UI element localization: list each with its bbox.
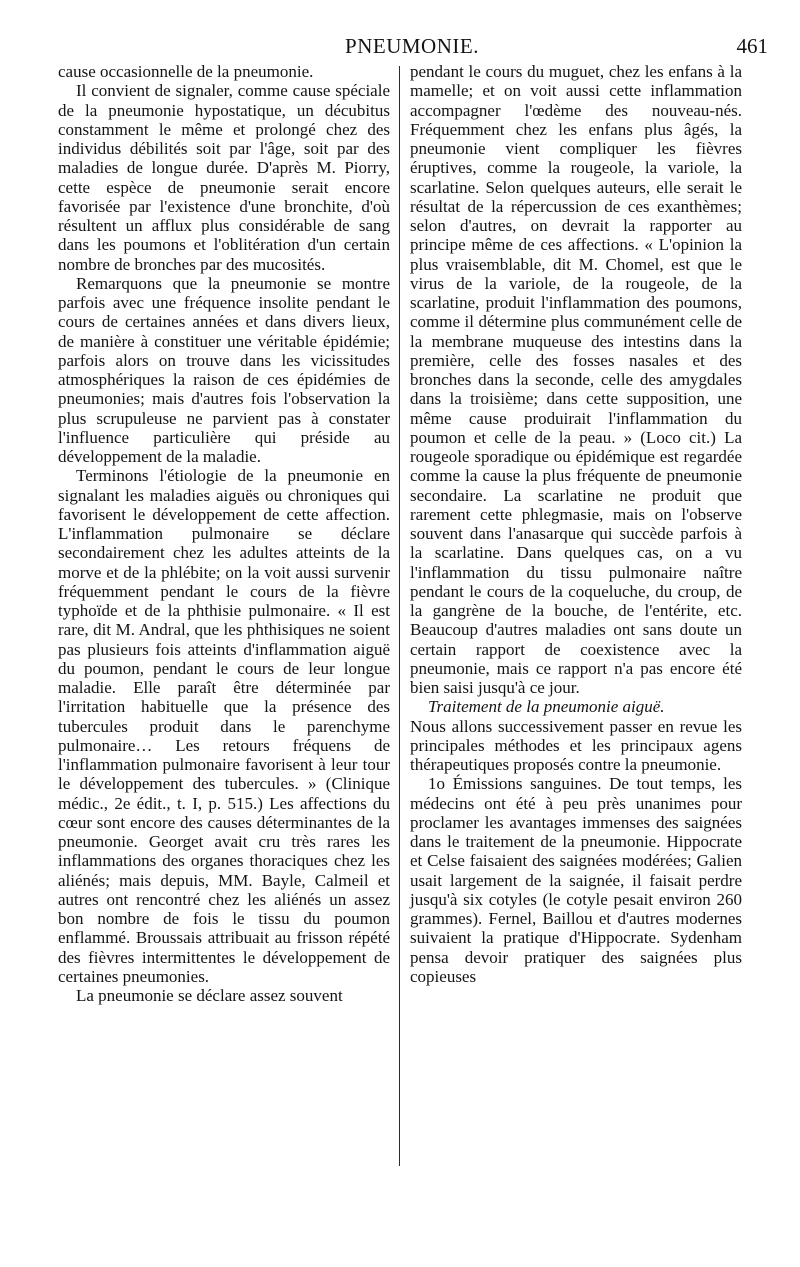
section-heading-text: Traitement de la pneumonie aiguë. — [428, 697, 665, 717]
left-column — [58, 62, 390, 1005]
paragraph: Remarquons que la pneumonie se montre parfois avec une fréquence insolite pendant le cours de certaines années et dans divers lieux, de manière à constituer une véritable épidémie; parfois alors on trouve dans les vicissitudes atmosphériques la raison de ces épidémies de pneumonies; mais d'autres fois l'observation la plus scrupuleuse ne parvient pas à constater l'influence particulière qui préside au développement de la maladie. — [58, 273, 390, 466]
running-title: PNEUMONIE. — [345, 34, 479, 58]
paragraph: 1o Émissions sanguines. De tout temps, les médecins ont été à peu près unanimes pour proclamer les avantages immenses des saignées dans le traitement de la pneumonie. Hippocrate et Celse faisaient des saignées modérées; Galien usait largement de la saignée, il faisait perdre jusqu'à six cotyles (le cotyle pesait environ 260 grammes). Fernel, Baillou et d'autres modernes suivaient la pratique d'Hippocrate. Sydenham pensa devoir pratiquer des saignées plus copieuses — [410, 774, 742, 986]
page-number: 461 — [736, 34, 768, 58]
running-header — [56, 34, 768, 58]
paragraph: Terminons l'étiologie de la pneumonie en signalant les maladies aiguës ou chroniques qui favorisent le développement de cette affection. L'inflammation pulmonaire se déclare secondairement chez les adultes atteints de la morve et de la phlébite; on la voit aussi survenir fréquemment pendant le cours de la fièvre typhoïde et de la phthisie pulmonaire. « Il est rare, dit M. Andral, que les phthisiques ne soient pas plusieurs fois atteints d'inflammation aiguë du poumon, pendant le cours de leur longue maladie. Elle paraît être déterminée par l'irritation habituelle que la présence des tubercules produit dans le parenchyme pulmonaire… Les retours fréquens de l'inflammation pulmonaire favorisent à leur tour le développement des tubercules. » (Clinique médic., 2e édit., t. I, p. 515.) Les affections du cœur sont encore des causes déterminantes de la pneumonie. Georget avait cru très rares les inflammations des organes thoraciques chez les aliénés; mais depuis, MM. Bayle, Calmeil et autres ont rencontré chez les aliénés un assez bon nombre de fois le tissu du poumon enflammé. Broussais attribuait au frisson répété des fièvres intermittentes le développement de certaines pneumonies. — [58, 466, 390, 986]
right-column — [410, 62, 742, 986]
paragraph: cause occasionnelle de la pneumonie. — [58, 62, 314, 81]
column-divider — [399, 66, 400, 1166]
paragraph: Nous allons successivement passer en revue les principales méthodes et les principaux agens thérapeutiques proposés contre la pneumonie. — [410, 716, 742, 774]
paragraph: La pneumonie se déclare assez souvent — [76, 986, 343, 1005]
section-heading — [410, 697, 742, 716]
paragraph: pendant le cours du muguet, chez les enfans à la mamelle; et on voit aussi cette inflammation accompagner l'œdème des nouveau-nés. Fréquemment chez les enfans plus âgés, la pneumonie vient compliquer les fièvres éruptives, comme la rougeole, la variole, la scarlatine. Selon quelques auteurs, elle serait le résultat de la répercussion de ces exanthèmes; selon d'autres, on devrait la rapporter au principe même de ces affections. « L'opinion la plus vraisemblable, dit M. Chomel, est que le virus de la variole, de la rougeole, de la scarlatine, produit l'inflammation des poumons, comme il détermine plus communément celle de la membrane muqueuse des intestins dans la première, celle des fosses nasales et des bronches dans la seconde, celle des amygdales dans la troisième; dans cette supposition, une même cause produirait l'inflammation du poumon et celle de la peau. » (Loco cit.) La rougeole sporadique ou épidémique est regardée comme la cause la plus fréquente de pneumonie secondaire. La scarlatine ne produit que rarement cette phlegmasie, mais on l'observe souvent dans l'anasarque qui succède parfois à la scarlatine. Dans quelques cas, on a vu l'inflammation du tissu pulmonaire naître pendant le cours de la coqueluche, du croup, de la gangrène de la bouche, de l'entérite, etc. Beaucoup d'autres maladies ont sans doute un certain rapport de coexistence avec la pneumonie, mais ce rapport n'a pas encore été bien saisi jusqu'à ce jour. — [410, 62, 742, 697]
paragraph: Il convient de signaler, comme cause spéciale de la pneumonie hypostatique, un décubitus constamment le même et prolongé chez des individus débilités soit par l'âge, soit par des maladies de longue durée. D'après M. Piorry, cette espèce de pneumonie serait encore favorisée par l'existence d'une bronchite, d'où résultent un afflux plus considérable de sang dans les poumons et l'oblitération d'un certain nombre de bronches par des mucosités. — [58, 81, 390, 274]
